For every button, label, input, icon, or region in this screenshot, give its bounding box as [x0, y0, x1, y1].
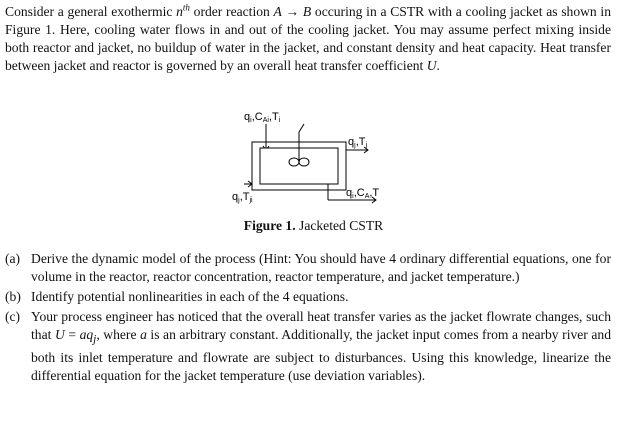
jacketed-cstr-diagram: [200, 100, 440, 220]
problem-statement: [5, 3, 611, 75]
jacket-inlet-label: qj,Tji: [232, 191, 253, 204]
species-b: B: [302, 4, 312, 19]
figure-caption: [0, 218, 627, 234]
stirrer-motor-line: [299, 124, 304, 132]
question-list: [5, 250, 611, 387]
var-aq: aq: [79, 327, 94, 342]
question-c: [5, 308, 611, 385]
question-label: (c): [5, 309, 21, 324]
var-a: a: [140, 327, 147, 342]
top-inlet-label: qi,CAi,Ti: [244, 111, 281, 124]
question-a: [5, 250, 611, 286]
reaction-order-n: n: [176, 4, 183, 19]
species-a: A: [273, 4, 282, 19]
question-label: (a): [5, 251, 21, 266]
heat-transfer-coefficient: U: [426, 58, 437, 73]
intro-end: .: [436, 58, 440, 73]
reaction-arrow: →: [281, 4, 303, 19]
var-u: U: [54, 327, 65, 342]
question-text: Derive the dynamic model of the process (Hint: You should have 4 ordinary differential equations, one for volume in the reactor, reactor concentration, reactor temperature, and jacket temperature.): [31, 251, 611, 284]
intro-text: Consider a general exothermic: [5, 4, 177, 19]
question-b: [5, 288, 611, 306]
figure-caption-text: Jacketed CSTR: [295, 218, 384, 233]
intro-order-text: order reaction: [189, 4, 274, 19]
question-text: Identify potential nonlinearities in each of the 4 equations.: [31, 289, 349, 304]
question-label: (b): [5, 289, 21, 304]
reaction-order-th: th: [182, 2, 190, 13]
question-text: Your process engineer has noticed that the overall heat transfer varies as the jacket flowrate changes, such that $U = aq_j$, where a is an arbitrary constant. Additionally, the jacket input comes from a nearby river and both its inlet temperature and flowrate are subject to disturbances. Using this knowledge, linearize the differential equation for the jacket temperature (use deviation variables).: [31, 309, 612, 383]
jacket-outlet-label: qj,Tj: [348, 136, 368, 149]
figure-caption-label: Figure 1.: [243, 218, 296, 233]
intro-body-text: occuring in a CSTR with a cooling jacket as shown in Figure 1. Here, cooling water flows in and out of the cooling jacket. You may assume perfect mixing inside both reactor and jacket, no buildup of water in the jacket, and constant density and heat capacity. Heat transfer between jacket and reactor is governed by an overall heat transfer coefficient: [5, 4, 612, 73]
reactor-outlet-label: qi,CA,T: [346, 187, 380, 200]
var-j: j: [93, 333, 97, 346]
